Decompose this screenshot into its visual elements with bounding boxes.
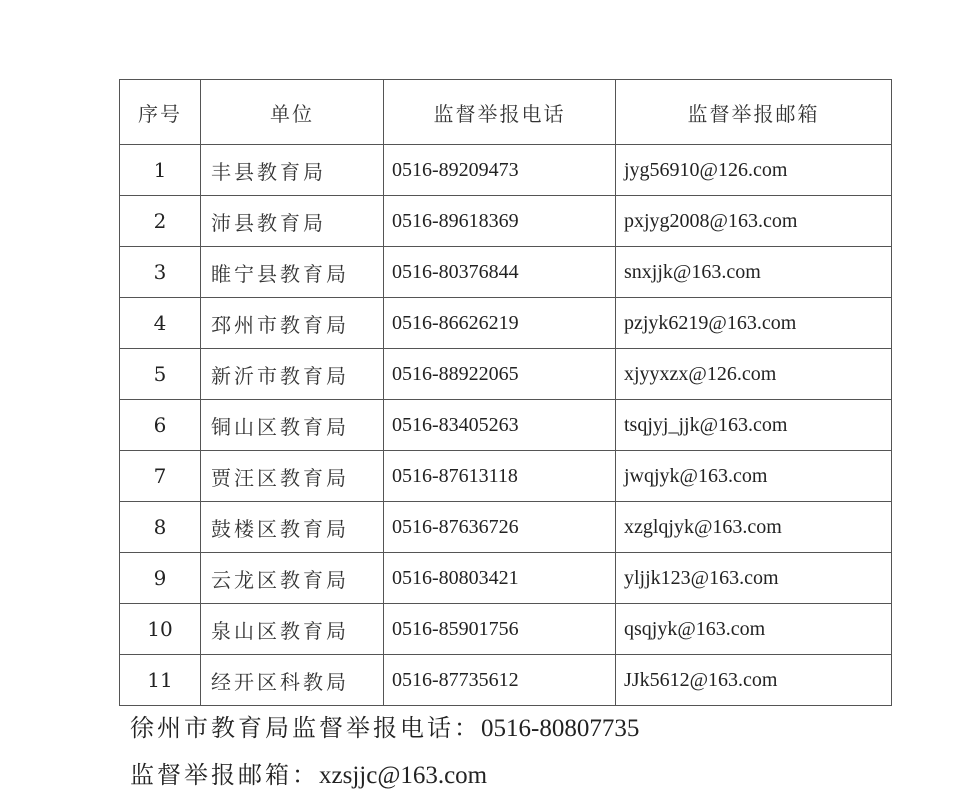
row-email: yljjk123@163.com (616, 553, 892, 604)
row-unit: 邳州市教育局 (201, 298, 384, 349)
table-row (120, 604, 892, 655)
footer-email-label: 监督举报邮箱： (130, 761, 319, 789)
row-phone: 0516-80376844 (384, 247, 616, 298)
table-row (120, 196, 892, 247)
footer-phone-label: 徐州市教育局监督举报电话： (130, 714, 481, 742)
row-phone: 0516-89618369 (384, 196, 616, 247)
row-phone: 0516-80803421 (384, 553, 616, 604)
table-row (120, 655, 892, 706)
row-no: 9 (120, 553, 201, 604)
row-unit: 云龙区教育局 (201, 553, 384, 604)
row-no: 4 (120, 298, 201, 349)
row-phone: 0516-87613118 (384, 451, 616, 502)
row-unit: 丰县教育局 (201, 145, 384, 196)
row-no: 5 (120, 349, 201, 400)
row-no: 6 (120, 400, 201, 451)
row-email: pzjyk6219@163.com (616, 298, 892, 349)
header-email: 监督举报邮箱 (616, 80, 892, 145)
footer-email-value: xzsjjc@163.com (319, 762, 488, 789)
row-phone: 0516-83405263 (384, 400, 616, 451)
row-no: 10 (120, 604, 201, 655)
table-row (120, 145, 892, 196)
table-header-row (120, 80, 892, 145)
row-phone: 0516-87735612 (384, 655, 616, 706)
footer-phone-value: 0516-80807735 (481, 715, 640, 742)
row-email: xjyyxzx@126.com (616, 349, 892, 400)
row-no: 7 (120, 451, 201, 502)
row-email: tsqjyj_jjk@163.com (616, 400, 892, 451)
table-row (120, 451, 892, 502)
row-unit: 贾汪区教育局 (201, 451, 384, 502)
row-email: snxjjk@163.com (616, 247, 892, 298)
row-phone: 0516-89209473 (384, 145, 616, 196)
row-phone: 0516-86626219 (384, 298, 616, 349)
header-phone: 监督举报电话 (384, 80, 616, 145)
row-email: jyg56910@126.com (616, 145, 892, 196)
table-row (120, 298, 892, 349)
header-unit: 单位 (201, 80, 384, 145)
table-row (120, 349, 892, 400)
row-phone: 0516-88922065 (384, 349, 616, 400)
report-contacts-table (119, 79, 892, 706)
row-email: pxjyg2008@163.com (616, 196, 892, 247)
table-row (120, 400, 892, 451)
row-unit: 睢宁县教育局 (201, 247, 384, 298)
row-unit: 鼓楼区教育局 (201, 502, 384, 553)
row-unit: 泉山区教育局 (201, 604, 384, 655)
footer-email-line (130, 755, 487, 790)
table-row (120, 247, 892, 298)
row-unit: 铜山区教育局 (201, 400, 384, 451)
row-email: xzglqjyk@163.com (616, 502, 892, 553)
row-no: 11 (120, 655, 201, 706)
footer-phone-line (130, 708, 639, 743)
row-email: JJk5612@163.com (616, 655, 892, 706)
row-phone: 0516-85901756 (384, 604, 616, 655)
row-no: 2 (120, 196, 201, 247)
row-no: 1 (120, 145, 201, 196)
row-no: 3 (120, 247, 201, 298)
row-no: 8 (120, 502, 201, 553)
table-row (120, 502, 892, 553)
row-email: qsqjyk@163.com (616, 604, 892, 655)
row-unit: 沛县教育局 (201, 196, 384, 247)
row-unit: 新沂市教育局 (201, 349, 384, 400)
header-no: 序号 (120, 80, 201, 145)
table-row (120, 553, 892, 604)
row-email: jwqjyk@163.com (616, 451, 892, 502)
row-unit: 经开区科教局 (201, 655, 384, 706)
row-phone: 0516-87636726 (384, 502, 616, 553)
